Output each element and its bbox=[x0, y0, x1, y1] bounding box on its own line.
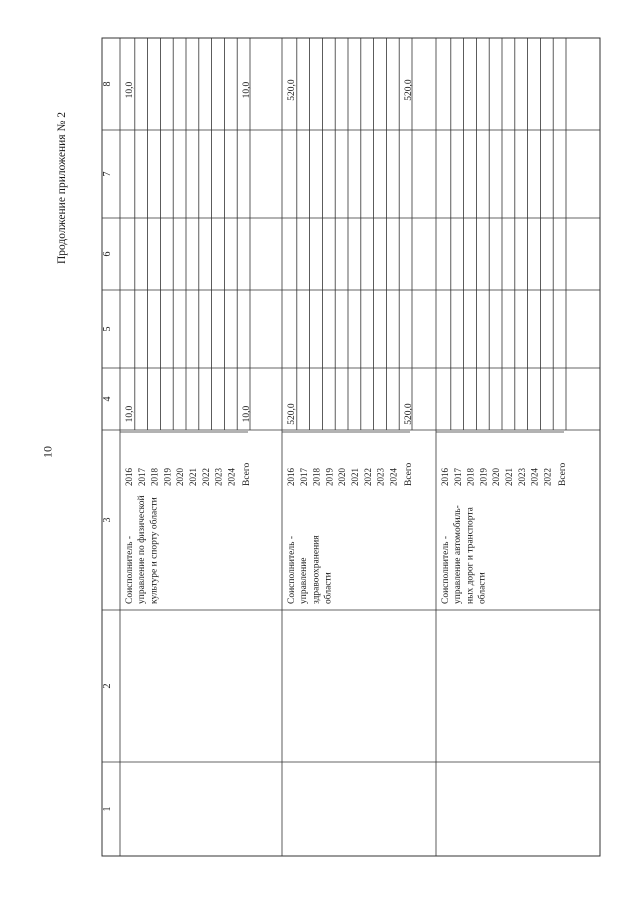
column-header: 1 bbox=[102, 806, 113, 812]
year-label: 2022 bbox=[542, 468, 553, 486]
col4-total: 10,0 bbox=[242, 405, 253, 423]
year-label: 2020 bbox=[175, 468, 186, 486]
year-label: 2018 bbox=[465, 468, 476, 486]
year-label: 2023 bbox=[213, 468, 224, 486]
year-label: 2017 bbox=[298, 468, 309, 486]
col4-value: 10,0 bbox=[125, 405, 135, 423]
table-border bbox=[102, 38, 600, 856]
executor-text: Соисполнитель - bbox=[125, 536, 135, 604]
year-label: 2016 bbox=[286, 468, 296, 486]
table-grid bbox=[102, 38, 600, 856]
executor-text: здравоохранения bbox=[311, 535, 322, 604]
executor-text: Соисполнитель - bbox=[287, 536, 297, 604]
executor-text: ных дорог и транспорта bbox=[465, 507, 476, 604]
col8-total: 520,0 bbox=[404, 79, 415, 101]
column-header: 7 bbox=[102, 171, 113, 177]
total-label: Всего bbox=[558, 462, 569, 486]
year-label: 2019 bbox=[162, 468, 173, 486]
year-label: 2023 bbox=[375, 468, 386, 486]
year-label: 2018 bbox=[149, 468, 160, 486]
col4-total: 520,0 bbox=[404, 403, 415, 425]
col8-value: 10,0 bbox=[125, 81, 135, 99]
executor-text: области bbox=[477, 572, 488, 604]
year-label: 2016 bbox=[124, 468, 134, 486]
col8-value: 520,0 bbox=[287, 79, 297, 101]
executor-text: управление bbox=[299, 557, 310, 604]
executor-text: культуре и спорту области bbox=[149, 497, 160, 604]
year-label: 2021 bbox=[188, 468, 198, 486]
year-label: 2017 bbox=[136, 468, 147, 486]
executor-text: Соисполнитель - bbox=[441, 536, 451, 604]
year-label: 2019 bbox=[478, 468, 489, 486]
year-label: 2024 bbox=[529, 468, 540, 486]
year-label: 2024 bbox=[226, 468, 237, 486]
year-label: 2019 bbox=[324, 468, 335, 486]
column-header: 4 bbox=[102, 396, 113, 402]
year-label: 2016 bbox=[440, 468, 450, 486]
col8-total: 10,0 bbox=[242, 81, 253, 99]
page-number: 10 bbox=[40, 446, 55, 458]
year-label: 2021 bbox=[504, 468, 514, 486]
year-label: 2017 bbox=[452, 468, 463, 486]
total-label: Всего bbox=[404, 462, 415, 486]
column-header: 5 bbox=[102, 326, 113, 332]
executor-text: управление по физической bbox=[137, 495, 148, 604]
col4-value: 520,0 bbox=[287, 403, 297, 425]
column-header: 2 bbox=[102, 683, 113, 689]
year-label: 2018 bbox=[311, 468, 322, 486]
column-header: 8 bbox=[102, 81, 113, 87]
year-label: 2022 bbox=[200, 468, 211, 486]
executor-text: управление автомобиль- bbox=[453, 505, 464, 604]
year-label: 2021 bbox=[350, 468, 360, 486]
year-label: 2022 bbox=[362, 468, 373, 486]
year-label: 2023 bbox=[516, 468, 527, 486]
appendix-title: Продолжение приложения № 2 bbox=[56, 111, 68, 265]
executor-text: области bbox=[323, 572, 334, 604]
year-label: 2024 bbox=[388, 468, 399, 486]
year-label: 2020 bbox=[491, 468, 502, 486]
year-label: 2020 bbox=[337, 468, 348, 486]
total-label: Всего bbox=[242, 462, 253, 486]
column-header: 6 bbox=[102, 251, 113, 257]
column-header: 3 bbox=[102, 517, 113, 523]
